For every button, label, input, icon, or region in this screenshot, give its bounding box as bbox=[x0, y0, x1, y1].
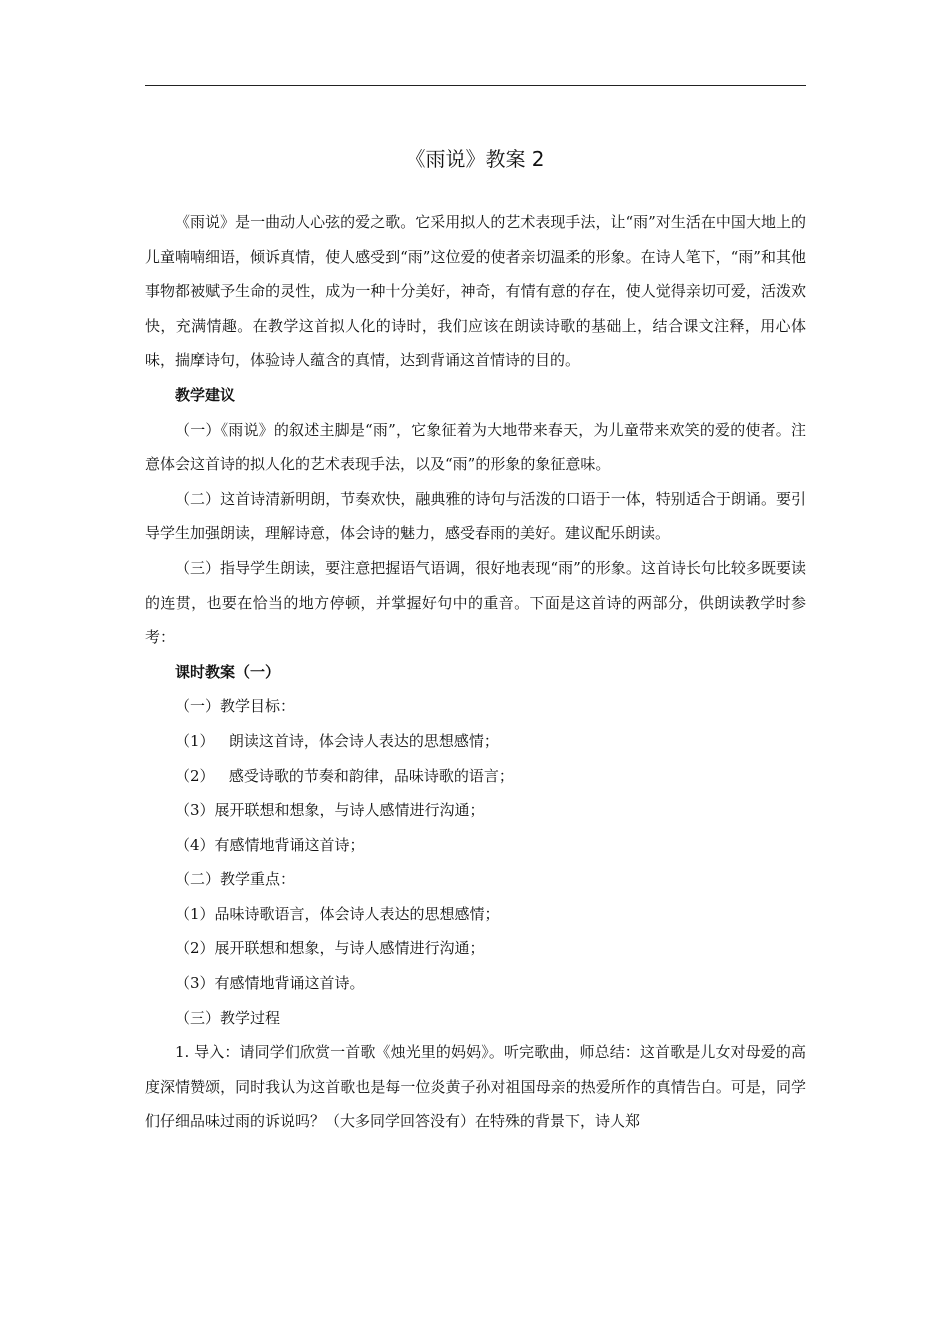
focus-2: （2）展开联想和想象，与诗人感情进行沟通； bbox=[175, 939, 485, 958]
focus-3: （3）有感情地背诵这首诗。 bbox=[175, 974, 365, 993]
document-body bbox=[145, 205, 806, 1139]
lesson-heading: 课时教案（一） bbox=[175, 662, 281, 681]
goal-1: （1） 朗读这首诗，体会诗人表达的思想感情； bbox=[175, 731, 499, 750]
goal-2: （2） 感受诗歌的节奏和韵律，品味诗歌的语言； bbox=[175, 766, 514, 785]
goal-4: （4）有感情地背诵这首诗； bbox=[175, 835, 365, 854]
goal-3: （3）展开联想和想象，与诗人感情进行沟通； bbox=[175, 801, 485, 820]
focus-heading: （二）教学重点： bbox=[175, 870, 296, 889]
suggestion-2: （二）这首诗清新明朗，节奏欢快，融典雅的诗句与活泼的口语于一体，特别适合于朗诵。要引导学生加强朗读，理解诗意，体会诗的魅力，感受春雨的美好。建议配乐朗读。 bbox=[145, 489, 806, 543]
intro-paragraph: 《雨说》是一曲动人心弦的爱之歌。它采用拟人的艺术表现手法，让“雨”对生活在中国大地上的儿童喃喃细语，倾诉真情，使人感受到“雨”这位爱的使者亲切温柔的形象。在诗人笔下，“雨”和其他事物都被赋予生命的灵性，成为一种十分美好，神奇，有情有意的存在，使人觉得亲切可爱，活泼欢快，充满情趣。在教学这首拟人化的诗时，我们应该在朗读诗歌的基础上，结合课文注释，用心体味，揣摩诗句，体验诗人蕴含的真情，达到背诵这首情诗的目的。 bbox=[145, 213, 806, 370]
focus-1: （1）品味诗歌语言，体会诗人表达的思想感情； bbox=[175, 904, 500, 923]
process-heading: （三）教学过程 bbox=[175, 1008, 281, 1027]
suggestion-1: （一）《雨说》的叙述主脚是“雨”，它象征着为大地带来春天，为儿童带来欢笑的爱的使者。注意体会这首诗的拟人化的艺术表现手法，以及“雨”的形象的象征意味。 bbox=[145, 420, 806, 474]
header-rule bbox=[145, 85, 806, 86]
process-1: 1. 导入：请同学们欣赏一首歌《烛光里的妈妈》。听完歌曲，师总结：这首歌是儿女对母爱的高度深情赞颂，同时我认为这首歌也是每一位炎黄子孙对祖国母亲的热爱所作的真情告白。可是，同学们仔细品味过雨的诉说吗？（大多同学回答没有）在特殊的背景下，诗人郑 bbox=[145, 1043, 806, 1131]
suggestions-heading: 教学建议 bbox=[175, 385, 236, 404]
document-title: 《雨说》教案 2 bbox=[405, 147, 545, 171]
suggestion-3: （三）指导学生朗读，要注意把握语气语调，很好地表现“雨”的形象。这首诗长句比较多既要读的连贯，也要在恰当的地方停顿，并掌握好句中的重音。下面是这首诗的两部分，供朗读教学时参考： bbox=[145, 558, 806, 647]
goals-heading: （一）教学目标： bbox=[175, 697, 296, 716]
